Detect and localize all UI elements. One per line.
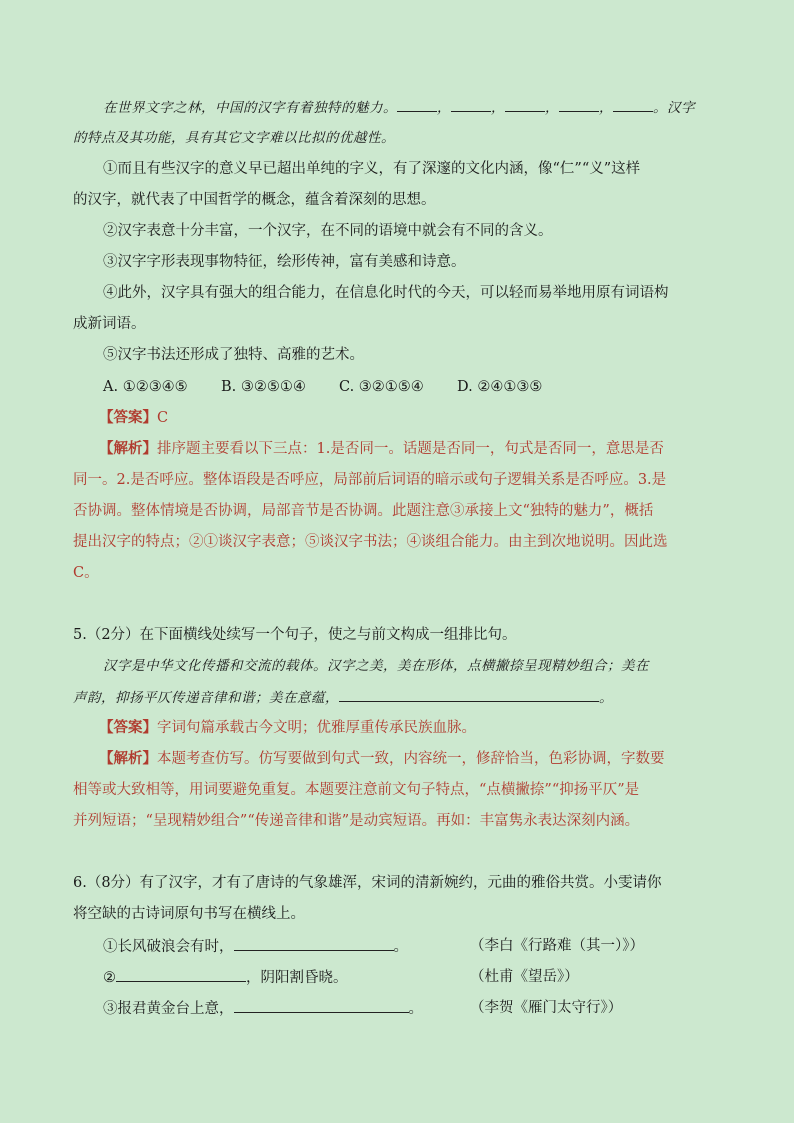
q4-analysis-line5: C。 (73, 565, 99, 581)
q4-analysis-line2: 同一。2.是否呼应。整体语段是否呼应，局部前后词语的暗示或句子逻辑关系是否呼应。3.是 (73, 472, 667, 488)
q6-item-3: ③报君黄金台上意， 。 (103, 998, 753, 1019)
q4-sentence-3: ③汉字字形表现事物特征，绘形传神，富有美感和诗意。 (103, 254, 466, 270)
q6-item-3-source: （李贺《雁门太守行》） (470, 1000, 623, 1016)
q6-title-line1: 6.（8分）有了汉字，才有了唐诗的气象雄浑，宋词的清新婉约，元曲的雅俗共赏。小雯请你 (73, 875, 662, 891)
analysis-label: 【解析】 (99, 750, 157, 767)
option-b[interactable]: B. ③②⑤①④ (221, 379, 306, 395)
analysis-label: 【解析】 (99, 440, 157, 457)
answer-blank[interactable] (451, 97, 491, 112)
q4-options (103, 377, 753, 397)
q5-analysis-line3: 并列短语；“呈现精妙组合”“传递音律和谐”是动宾短语。再如：丰富隽永表达深刻内涵。 (73, 813, 640, 829)
answer-blank[interactable] (397, 97, 437, 112)
q5-analysis-line2: 相等或大致相等，用词要避免重复。本题要注意前文句子特点，“点横撇捺”“抑扬平仄”是 (73, 782, 640, 798)
q6-item-1: ①长风破浪会有时， 。 (103, 936, 753, 957)
q4-answer (99, 408, 749, 428)
answer-blank[interactable] (613, 97, 653, 112)
q4-sentence-4a: ④此外，汉字具有强大的组合能力，在信息化时代的今天，可以轻而易举地用原有词语构 (103, 285, 669, 301)
q4-analysis-line4: 提出汉字的特点；②①谈汉字表意；⑤谈汉字书法；④谈组合能力。由主到次地说明。因此选 (73, 534, 668, 550)
answer-blank[interactable] (234, 936, 394, 951)
q4-sentence-1a: ①而且有些汉字的意义早已超出单纯的字义，有了深邃的文化内涵，像“仁”“义”这样 (103, 161, 641, 177)
answer-blank[interactable] (116, 967, 246, 982)
answer-label: 【答案】 (99, 409, 157, 426)
q4-analysis-line1: 【解析】排序题主要看以下三点：1.是否同一。话题是否同一，句式是否同一，意思是否 (99, 440, 664, 457)
q6-item-1-source: （李白《行路难（其一）》） (470, 938, 644, 954)
q4-sentence-1b: 的汉字，就代表了中国哲学的概念，蕴含着深刻的思想。 (73, 192, 436, 208)
option-c[interactable]: C. ③②①⑤④ (339, 379, 424, 395)
answer-blank[interactable] (339, 687, 599, 702)
q5-analysis-line1: 【解析】本题考查仿写。仿写要做到句式一致，内容统一，修辞恰当，色彩协调，字数要 (99, 750, 665, 767)
q5-passage-line1: 汉字是中华文化传播和交流的载体。汉字之美，美在形体，点横撇捺呈现精妙组合；美在 (103, 658, 649, 674)
q5-passage-line2: 声韵，抑扬平仄传递音律和谐；美在意蕴， 。 (73, 687, 723, 708)
answer-blank[interactable] (559, 97, 599, 112)
option-d[interactable]: D. ②④①③⑤ (457, 379, 543, 395)
answer-blank[interactable] (234, 998, 409, 1013)
answer-label: 【答案】 (99, 719, 157, 736)
answer-text: C (157, 410, 169, 426)
q4-stem-line1: 在世界文字之林，中国的汉字有着独特的魅力。 ， ， ， ， 。汉字 (103, 97, 753, 118)
option-a[interactable]: A. ①②③④⑤ (103, 379, 188, 395)
q6-item-2-source: （杜甫《望岳》） (470, 969, 579, 985)
q5-title: 5.（2分）在下面横线处续写一个句子，使之与前文构成一组排比句。 (73, 627, 517, 643)
answer-text: 字词句篇承载古今文明；优雅厚重传承民族血脉。 (157, 720, 476, 736)
q5-answer (99, 718, 749, 738)
q4-stem-line2: 的特点及其功能，具有其它文字难以比拟的优越性。 (73, 130, 395, 146)
q6-item-2: ② ，阴阳割昏晓。 (103, 967, 753, 988)
q4-sentence-2: ②汉字表意十分丰富，一个汉字，在不同的语境中就会有不同的含义。 (103, 223, 553, 239)
answer-blank[interactable] (505, 97, 545, 112)
q4-sentence-4b: 成新词语。 (73, 316, 146, 332)
q4-sentence-5: ⑤汉字书法还形成了独特、高雅的艺术。 (103, 347, 364, 363)
q4-stem-text: 在世界文字之林，中国的汉字有着独特的魅力。 (103, 100, 397, 116)
q6-title-line2: 将空缺的古诗词原句书写在横线上。 (73, 906, 305, 922)
q4-analysis-line3: 否协调。整体情境是否协调，局部音节是否协调。此题注意③承接上文“独特的魅力”，概括 (73, 503, 654, 519)
